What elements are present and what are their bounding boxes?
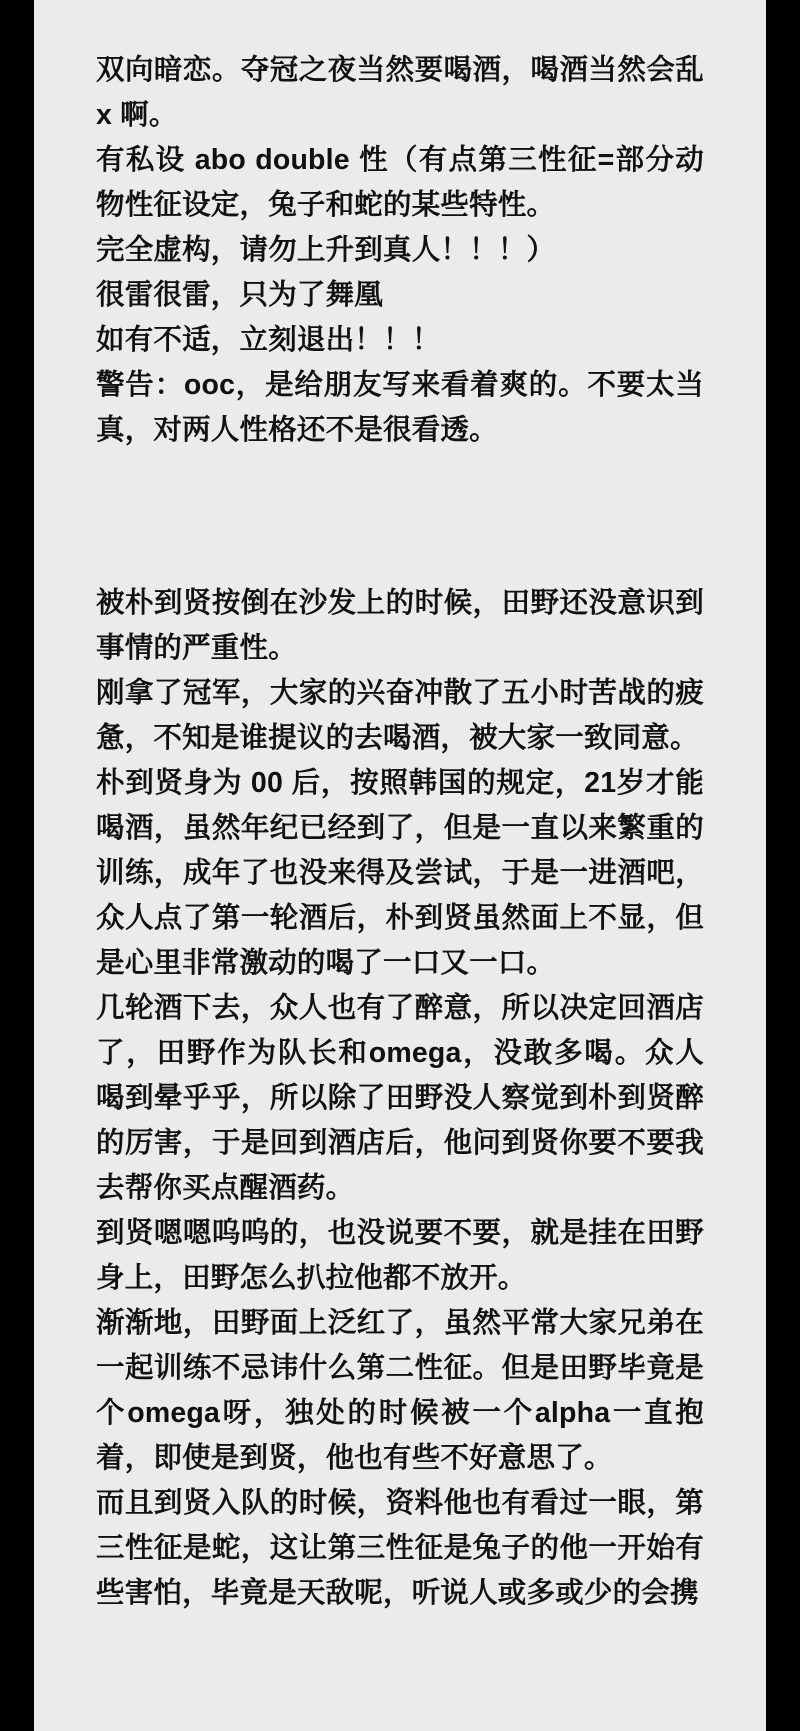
text-sheet [34, 0, 766, 1731]
intro-line: 完全虚构，请勿上升到真人！！！） [96, 234, 556, 266]
body-block [96, 581, 704, 1616]
body-paragraph: 几轮酒下去，众人也有了醉意，所以决定回酒店了，田野作为队长和omega，没敢多喝。众人喝到晕乎乎，所以除了田野没人察觉到朴到贤醉的厉害，于是回到酒店后，他问到贤你要不要我去帮你买点醒酒药。 [96, 992, 704, 1204]
body-paragraph: 到贤嗯嗯呜呜的，也没说要不要，就是挂在田野身上，田野怎么扒拉他都不放开。 [96, 1217, 704, 1294]
body-paragraph: 被朴到贤按倒在沙发上的时候，田野还没意识到事情的严重性。 [96, 587, 704, 664]
intro-block [96, 48, 704, 453]
body-paragraph: 朴到贤身为 00 后，按照韩国的规定，21岁才能喝酒，虽然年纪已经到了，但是一直以来繁重的训练，成年了也没来得及尝试，于是一进酒吧，众人点了第一轮酒后，朴到贤虽然面上不显，但是心里非常激动的喝了一口又一口。 [96, 767, 704, 979]
intro-line: 很雷很雷，只为了舞凰 [96, 279, 384, 311]
body-paragraph: 刚拿了冠军，大家的兴奋冲散了五小时苦战的疲惫，不知是谁提议的去喝酒，被大家一致同意。 [96, 677, 704, 754]
intro-line: 警告：ooc，是给朋友写来看着爽的。不要太当真，对两人性格还不是很看透。 [96, 369, 704, 446]
body-paragraph: 而且到贤入队的时候，资料他也有看过一眼，第三性征是蛇，这让第三性征是兔子的他一开始有些害怕，毕竟是天敌呢，听说人或多或少的会携 [96, 1487, 704, 1609]
document-content [34, 0, 766, 1616]
body-paragraph: 渐渐地，田野面上泛红了，虽然平常大家兄弟在一起训练不忌讳什么第二性征。但是田野毕竟是个omega呀，独处的时候被一个alpha一直抱着，即使是到贤，他也有些不好意思了。 [96, 1307, 704, 1474]
intro-line: 有私设 abo double 性（有点第三性征=部分动物性征设定，兔子和蛇的某些特性。 [96, 144, 704, 221]
intro-line: 双向暗恋。夺冠之夜当然要喝酒，喝酒当然会乱 x 啊。 [96, 54, 704, 131]
intro-line: 如有不适，立刻退出！！！ [96, 324, 441, 356]
section-spacer [96, 453, 704, 581]
